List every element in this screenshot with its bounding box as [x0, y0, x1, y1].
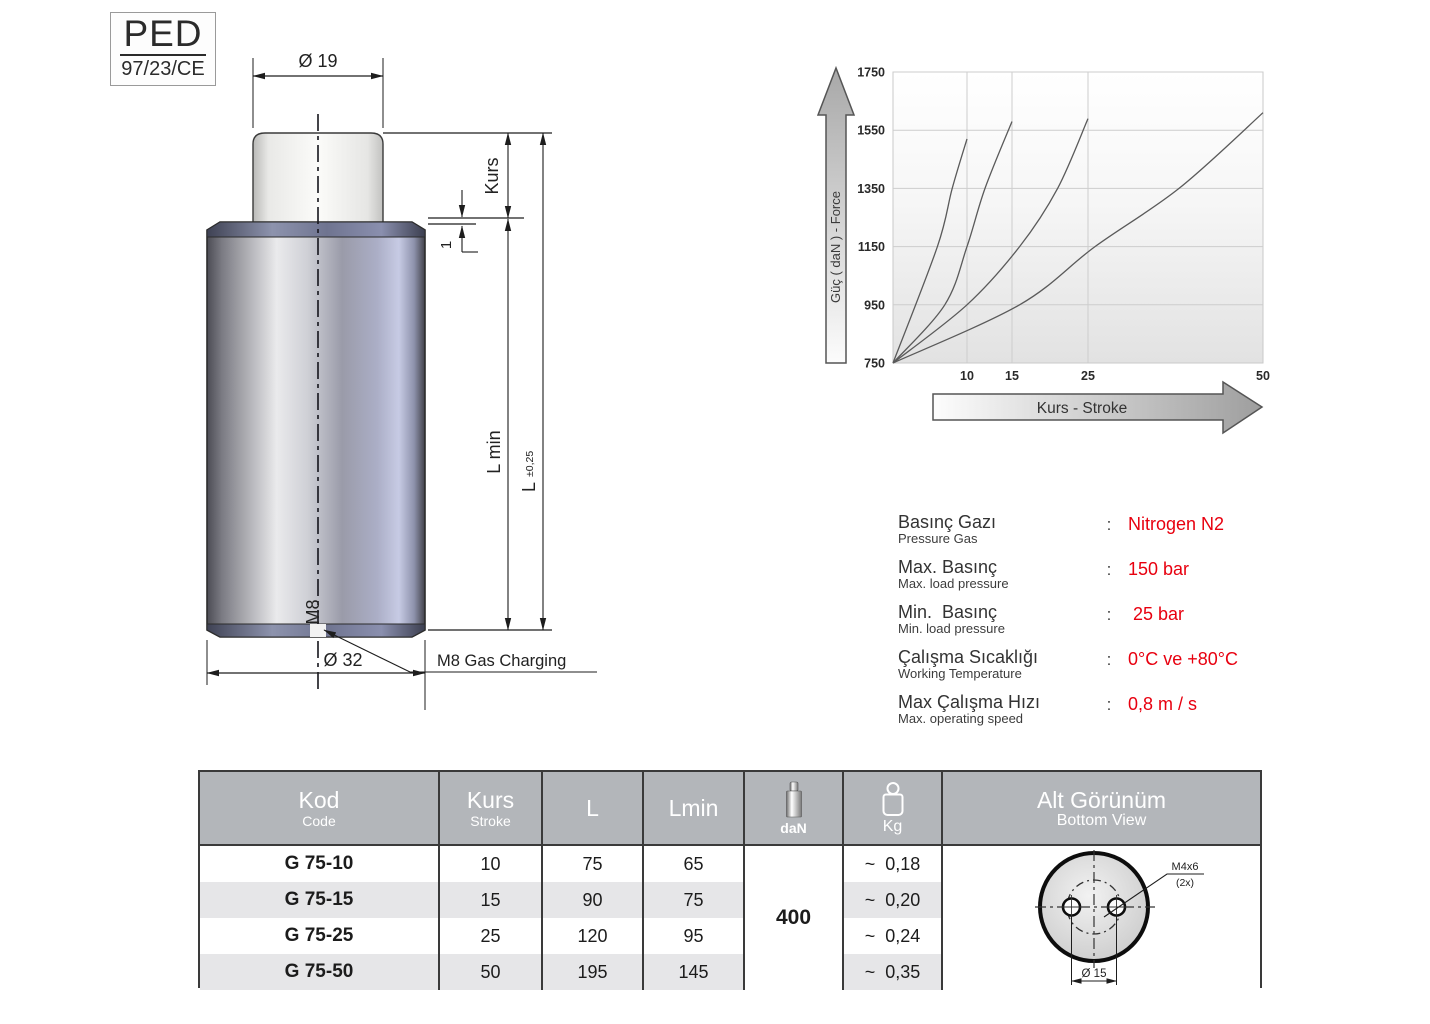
cell-kod: G 75-15 [200, 882, 440, 918]
cell-bottom-view [943, 846, 1260, 990]
header-lmin [644, 772, 745, 846]
ped-badge-code: 97/23/CE [121, 58, 205, 80]
header-dan [745, 772, 844, 846]
cell-lmin: 95 [644, 918, 745, 954]
dia-rod-dim: Ø 19 [298, 51, 338, 71]
header-view-main: Alt Görünüm [1036, 786, 1167, 813]
header-dan-label: daN [780, 819, 807, 836]
header-lmin-label: Lmin [668, 794, 719, 821]
header-kurs-sub: Stroke [470, 812, 511, 829]
svg-text:1750: 1750 [857, 65, 885, 80]
svg-text:50: 50 [1256, 369, 1270, 383]
header-kod-sub: Code [302, 812, 336, 829]
thread-callout: M4x6 [1171, 861, 1199, 873]
cell-dan-force: 400 [745, 846, 844, 990]
header-kg [844, 772, 943, 846]
header-view-sub: Bottom View [1056, 811, 1147, 829]
bottom-view-drawing [943, 846, 1261, 988]
force-stroke-chart [810, 52, 1280, 442]
cell-kurs: 15 [440, 882, 543, 918]
spec-label-tr: Basınç Gazı [898, 512, 997, 532]
l-tolerance-dim: ±0,25 [524, 450, 536, 477]
spec-row-working-temperature [898, 647, 1288, 681]
spec-colon: : [1106, 695, 1112, 714]
spec-row-max-speed [898, 692, 1288, 726]
header-bottom-view [943, 772, 1260, 846]
spec-colon: : [1106, 650, 1112, 669]
cell-kg: ~ 0,20 [844, 882, 943, 918]
cell-kg: ~ 0,24 [844, 918, 943, 954]
spec-value: 0°C ve +80°C [1128, 649, 1238, 669]
hole-spacing-dim: Ø 15 [1081, 968, 1107, 980]
cell-lmin: 65 [644, 846, 745, 882]
gas-charging-note: M8 Gas Charging [437, 652, 567, 670]
header-l-label: L [586, 794, 599, 821]
l-total-dim: L [519, 481, 539, 492]
dia-body-dim: Ø 32 [323, 650, 363, 670]
header-kg-label: Kg [882, 818, 903, 835]
svg-text:25: 25 [1081, 369, 1095, 383]
spec-label-tr: Max Çalışma Hızı [898, 692, 1041, 712]
chart-plot-area [893, 72, 1263, 363]
cell-l: 90 [543, 882, 644, 918]
spec-row-min-pressure [898, 602, 1288, 636]
cell-kod: G 75-25 [200, 918, 440, 954]
y-axis-label: Güç ( daN ) - Force [828, 191, 843, 303]
spec-row-max-pressure [898, 557, 1288, 591]
svg-text:750: 750 [864, 356, 885, 371]
spec-label-en: Min. load pressure [898, 621, 1005, 636]
spec-value: 0,8 m / s [1128, 694, 1198, 714]
cell-l: 195 [543, 954, 644, 990]
chart-x-tick-labels [960, 369, 1270, 383]
header-kurs-main: Kurs [466, 786, 515, 813]
spec-colon: : [1106, 605, 1112, 624]
chart-y-tick-labels [857, 66, 885, 371]
cell-l: 75 [543, 846, 644, 882]
ped-badge-title: PED [120, 14, 205, 56]
header-l [543, 772, 644, 846]
spec-label-en: Max. operating speed [898, 711, 1024, 726]
weight-icon [876, 781, 910, 817]
svg-text:1150: 1150 [857, 240, 885, 255]
spec-value: Nitrogen N2 [1128, 514, 1225, 534]
cell-kod: G 75-10 [200, 846, 440, 882]
product-drawing [100, 40, 630, 710]
svg-text:950: 950 [864, 298, 885, 313]
cell-kg: ~ 0,18 [844, 846, 943, 882]
port-thread-label: M8 [303, 599, 323, 625]
spec-label-tr: Çalışma Sıcaklığı [898, 647, 1039, 667]
spec-colon: : [1106, 560, 1112, 579]
x-axis-label: Kurs - Stroke [1036, 400, 1128, 417]
spec-value: 150 bar [1128, 559, 1190, 579]
svg-text:1550: 1550 [857, 123, 885, 138]
thread-count: (2x) [1175, 877, 1195, 889]
body-top-band [207, 222, 425, 237]
cell-kurs: 50 [440, 954, 543, 990]
gas-spring-icon [780, 781, 808, 819]
cylinder-body [207, 222, 425, 637]
spec-row-pressure-gas [898, 512, 1288, 546]
spec-label-en: Pressure Gas [898, 531, 978, 546]
stroke-dim: Kurs [482, 157, 502, 195]
svg-text:10: 10 [960, 369, 974, 383]
cell-kurs: 25 [440, 918, 543, 954]
spec-label-en: Working Temperature [898, 666, 1022, 681]
model-table [198, 770, 1262, 988]
spec-list [898, 512, 1288, 737]
spec-colon: : [1106, 515, 1112, 534]
gap-dim: 1 [438, 240, 455, 250]
header-kod [200, 772, 440, 846]
spec-label-tr: Max. Basınç [898, 557, 998, 577]
gas-port [310, 624, 326, 637]
cell-kod: G 75-50 [200, 954, 440, 990]
header-kod-main: Kod [298, 786, 340, 813]
cell-l: 120 [543, 918, 644, 954]
header-kurs [440, 772, 543, 846]
spec-label-tr: Min. Basınç [898, 602, 998, 622]
spec-label-en: Max. load pressure [898, 576, 1009, 591]
svg-text:1350: 1350 [857, 181, 885, 196]
lmin-dim: L min [484, 430, 504, 474]
cell-kurs: 10 [440, 846, 543, 882]
svg-text:15: 15 [1005, 369, 1019, 383]
cell-lmin: 75 [644, 882, 745, 918]
cell-kg: ~ 0,35 [844, 954, 943, 990]
spec-value: 25 bar [1128, 604, 1185, 624]
cell-lmin: 145 [644, 954, 745, 990]
